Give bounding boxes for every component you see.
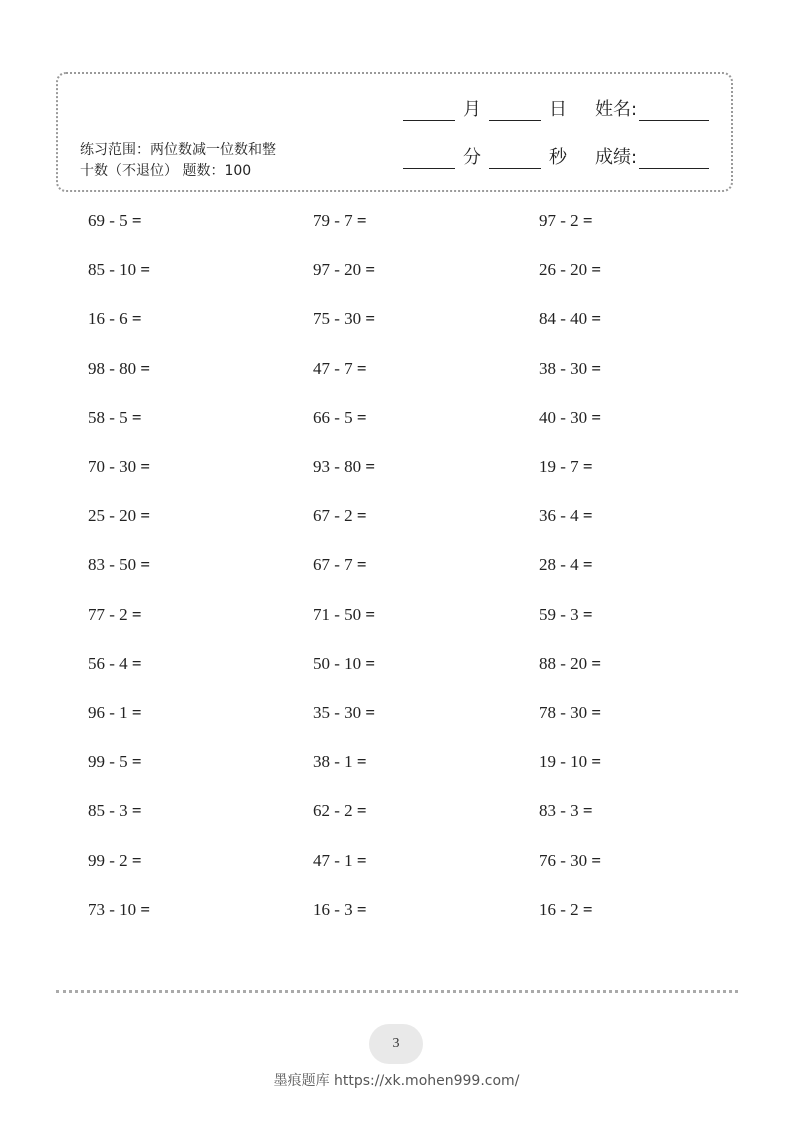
equals-sign: =: [365, 457, 376, 476]
problem-expression: 19 - 7: [539, 457, 579, 476]
problem-expression: 83 - 3: [539, 801, 579, 821]
name-label: 姓名:: [595, 99, 638, 120]
problem-item: [539, 359, 601, 379]
problem-item: [539, 506, 593, 526]
problem-item: [539, 408, 601, 428]
equals-sign: =: [131, 211, 142, 230]
problem-item: [313, 309, 375, 329]
problem-expression: 47 - 1: [313, 850, 353, 870]
equals-sign: =: [365, 604, 376, 624]
equals-sign: =: [365, 309, 376, 329]
problem-item: [539, 605, 593, 625]
scope-line-2: 十数（不退位） 题数：100: [80, 163, 252, 179]
problem-expression: 93 - 80: [313, 457, 362, 476]
problem-expression: 38 - 1: [313, 752, 353, 772]
page-number-badge: [369, 1024, 423, 1064]
problem-item: [88, 801, 142, 821]
equals-sign: =: [356, 555, 367, 575]
problem-item: [313, 654, 375, 674]
equals-sign: =: [140, 260, 151, 280]
problem-expression: 97 - 2: [539, 211, 579, 230]
problem-expression: 71 - 50: [313, 604, 362, 624]
equals-sign: =: [365, 260, 376, 280]
problem-expression: 85 - 3: [88, 801, 128, 821]
problem-item: [313, 260, 375, 280]
second-label: 秒: [549, 147, 567, 168]
problem-expression: 69 - 5: [88, 211, 128, 230]
problem-expression: 70 - 30: [88, 457, 137, 476]
equals-sign: =: [582, 555, 593, 575]
problem-item: [539, 211, 593, 231]
problem-item: [313, 900, 367, 920]
problem-expression: 35 - 30: [313, 703, 362, 722]
problem-expression: 47 - 7: [313, 358, 353, 378]
problem-expression: 19 - 10: [539, 752, 588, 772]
problem-expression: 16 - 3: [313, 899, 353, 919]
equals-sign: =: [356, 211, 367, 230]
equals-sign: =: [591, 260, 602, 280]
problem-expression: 96 - 1: [88, 703, 128, 722]
problem-item: [539, 703, 601, 723]
equals-sign: =: [140, 506, 151, 526]
equals-sign: =: [356, 506, 367, 526]
problem-expression: 58 - 5: [88, 407, 128, 427]
minute-label: 分: [463, 147, 481, 168]
problem-expression: 98 - 80: [88, 358, 137, 378]
equals-sign: =: [582, 457, 593, 476]
equals-sign: =: [356, 850, 367, 870]
equals-sign: =: [582, 801, 593, 821]
problem-expression: 62 - 2: [313, 801, 353, 821]
problem-item: [88, 555, 150, 575]
equals-sign: =: [131, 604, 142, 624]
equals-sign: =: [131, 309, 142, 329]
problem-item: [313, 851, 367, 871]
problem-expression: 40 - 30: [539, 407, 588, 427]
equals-sign: =: [582, 211, 593, 230]
problem-item: [539, 457, 593, 477]
problem-expression: 67 - 7: [313, 555, 353, 575]
problem-expression: 66 - 5: [313, 407, 353, 427]
problem-item: [313, 506, 367, 526]
equals-sign: =: [131, 407, 142, 427]
equals-sign: =: [140, 555, 151, 575]
problem-item: [88, 900, 150, 920]
equals-sign: =: [356, 801, 367, 821]
problem-expression: 56 - 4: [88, 653, 128, 673]
equals-sign: =: [591, 850, 602, 870]
problem-expression: 67 - 2: [313, 506, 353, 526]
equals-sign: =: [591, 407, 602, 427]
problem-expression: 16 - 2: [539, 899, 579, 919]
equals-sign: =: [591, 358, 602, 378]
problem-item: [313, 555, 367, 575]
problem-item: [88, 654, 142, 674]
equals-sign: =: [356, 752, 367, 772]
footer-divider: [56, 990, 738, 993]
problem-item: [88, 211, 142, 231]
problem-expression: 73 - 10: [88, 899, 137, 919]
problem-expression: 99 - 5: [88, 752, 128, 772]
equals-sign: =: [131, 653, 142, 673]
problem-expression: 16 - 6: [88, 309, 128, 329]
problem-expression: 76 - 30: [539, 850, 588, 870]
problem-expression: 38 - 30: [539, 358, 588, 378]
source-credit: 墨痕题库 https://xk.mohen999.com/: [273, 1073, 520, 1089]
problem-item: [313, 752, 367, 772]
page-number: 3: [392, 1036, 400, 1051]
equals-sign: =: [365, 653, 376, 673]
equals-sign: =: [356, 407, 367, 427]
problem-expression: 83 - 50: [88, 555, 137, 575]
problem-expression: 78 - 30: [539, 703, 588, 722]
scope-line-1: 练习范围：两位数减一位数和整: [80, 142, 276, 158]
problem-expression: 26 - 20: [539, 260, 588, 280]
equals-sign: =: [140, 899, 151, 919]
equals-sign: =: [582, 899, 593, 919]
problem-expression: 99 - 2: [88, 850, 128, 870]
problem-item: [88, 506, 150, 526]
problem-item: [88, 457, 150, 477]
equals-sign: =: [591, 703, 602, 722]
problem-expression: 59 - 3: [539, 604, 579, 624]
problem-expression: 77 - 2: [88, 604, 128, 624]
problem-expression: 36 - 4: [539, 506, 579, 526]
problem-item: [539, 654, 601, 674]
problem-item: [88, 605, 142, 625]
problem-item: [88, 359, 150, 379]
problem-expression: 75 - 30: [313, 309, 362, 329]
problem-item: [313, 457, 375, 477]
equals-sign: =: [131, 752, 142, 772]
equals-sign: =: [356, 899, 367, 919]
problem-item: [313, 703, 375, 723]
problem-item: [539, 260, 601, 280]
equals-sign: =: [131, 850, 142, 870]
month-label: 月: [463, 99, 481, 120]
problem-item: [539, 309, 601, 329]
equals-sign: =: [356, 358, 367, 378]
problem-item: [88, 851, 142, 871]
equals-sign: =: [591, 653, 602, 673]
equals-sign: =: [582, 506, 593, 526]
problem-expression: 97 - 20: [313, 260, 362, 280]
equals-sign: =: [582, 604, 593, 624]
problem-item: [539, 752, 601, 772]
problem-item: [539, 900, 593, 920]
equals-sign: =: [131, 801, 142, 821]
problem-item: [88, 752, 142, 772]
problem-item: [313, 359, 367, 379]
problem-item: [88, 408, 142, 428]
equals-sign: =: [140, 358, 151, 378]
day-label: 日: [549, 99, 567, 120]
problem-item: [539, 851, 601, 871]
problem-item: [88, 309, 142, 329]
problem-item: [88, 260, 150, 280]
score-label: 成绩:: [595, 147, 638, 168]
problem-item: [313, 801, 367, 821]
problem-expression: 28 - 4: [539, 555, 579, 575]
problem-item: [313, 211, 367, 231]
equals-sign: =: [131, 703, 142, 722]
equals-sign: =: [365, 703, 376, 722]
problem-item: [88, 703, 142, 723]
problem-item: [539, 555, 593, 575]
problem-expression: 25 - 20: [88, 506, 137, 526]
problem-expression: 85 - 10: [88, 260, 137, 280]
problem-item: [539, 801, 593, 821]
equals-sign: =: [140, 457, 151, 476]
problem-item: [313, 605, 375, 625]
problem-expression: 50 - 10: [313, 653, 362, 673]
equals-sign: =: [591, 752, 602, 772]
problem-expression: 88 - 20: [539, 653, 588, 673]
problem-item: [313, 408, 367, 428]
equals-sign: =: [591, 309, 602, 329]
problem-expression: 84 - 40: [539, 309, 588, 329]
problem-expression: 79 - 7: [313, 211, 353, 230]
